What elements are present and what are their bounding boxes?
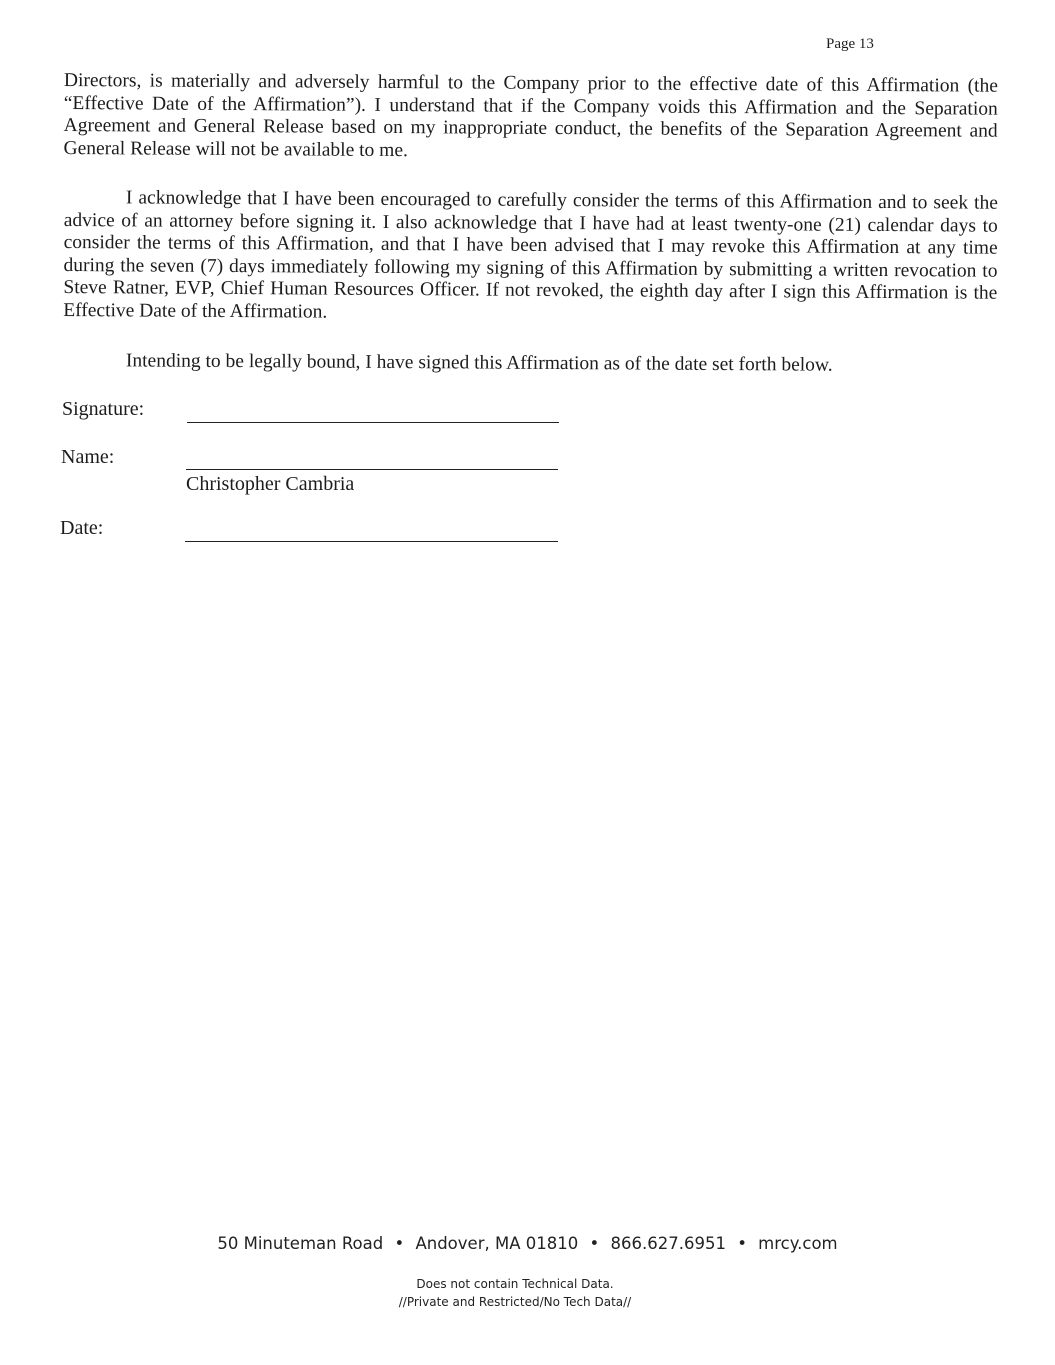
footer-address bbox=[0, 1234, 1055, 1253]
date-line[interactable] bbox=[185, 541, 558, 542]
paragraph-effective-date: Directors, is materially and adversely harmful to the Company prior to the effective date of this Affirmation (the “Effective Date of the Affirmation”). I understand that if the Company voids this Affirmation and the Separation Agreement and General Release based on my inappropriate conduct, the benefits of the Separation Agreement and General Release will not be available to me. bbox=[63, 70, 998, 161]
footer-separator: • bbox=[737, 1234, 747, 1253]
name-value: Christopher Cambria bbox=[186, 473, 355, 495]
signature-line[interactable] bbox=[187, 422, 559, 423]
page-number: Page 13 bbox=[826, 36, 874, 52]
footer-street: 50 Minuteman Road bbox=[217, 1234, 384, 1253]
footer-separator: • bbox=[394, 1234, 405, 1253]
signature-label: Signature: bbox=[62, 398, 145, 420]
name-label: Name: bbox=[61, 446, 115, 468]
name-line bbox=[186, 469, 558, 470]
footer-website: mrcy.com bbox=[758, 1234, 838, 1253]
footer-phone: 866.627.6951 bbox=[610, 1234, 726, 1253]
footer-city: Andover, MA 01810 bbox=[415, 1234, 579, 1253]
footer-separator: • bbox=[589, 1234, 600, 1253]
paragraph-legally-bound: Intending to be legally bound, I have signed this Affirmation as of the date set forth below. bbox=[125, 350, 833, 376]
date-label: Date: bbox=[60, 517, 104, 539]
footer-note-restricted: //Private and Restricted/No Tech Data// bbox=[398, 1295, 632, 1309]
footer-note-technical: Does not contain Technical Data. bbox=[416, 1277, 614, 1291]
paragraph-acknowledgement: I acknowledge that I have been encouraged to carefully consider the terms of this Affirmation and to seek the advice of an attorney before signing it. I also acknowledge that I have had at least twenty-one (21) calendar days to consider the terms of this Affirmation, and that I have been advised that I may revoke this Affirmation at any time during the seven (7) days immediately following my signing of this Affirmation by submitting a written revocation to Steve Ratner, EVP, Chief Human Resources Officer. If not revoked, the eighth day after I sign this Affirmation is the Effective Date of the Affirmation. bbox=[63, 187, 998, 323]
